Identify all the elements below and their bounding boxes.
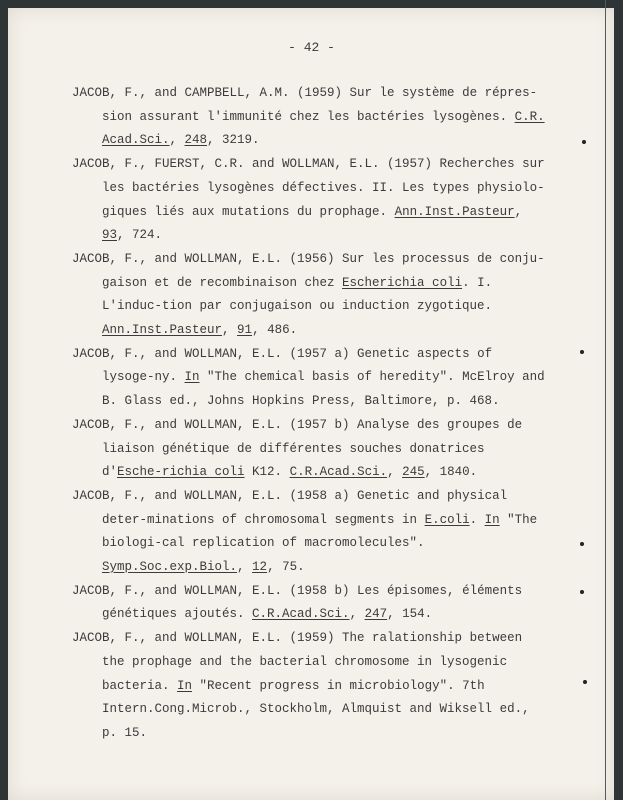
underlined-citation-text: In <box>484 512 500 527</box>
citation-text: , 1840. <box>424 465 478 480</box>
citation-text: K12. <box>244 465 290 480</box>
reference-list <box>72 82 552 746</box>
citation-text: JACOB, F., and WOLLMAN, E.L. (1958 a) Genetic and physical deter-minations of chromosomal segments in <box>72 488 508 527</box>
citation-text: , 75. <box>267 560 305 575</box>
citation-text: "Recent progress in microbiology". 7th Intern.Cong.Microb., Stockholm, Almquist and Wiksell ed., p. 15. <box>102 678 530 740</box>
citation-text: , <box>169 133 185 148</box>
citation-text: JACOB, F., and WOLLMAN, E.L. (1959) The ralationship between the prophage and the bacterial chromosome in lysogenic bacteria. <box>72 631 523 693</box>
reference-entry <box>72 248 552 343</box>
reference-entry <box>72 343 552 414</box>
underlined-citation-text: 248 <box>184 133 208 148</box>
underlined-citation-text: C.R.Acad.Sci. <box>289 465 388 480</box>
underlined-citation-text: E.coli <box>424 512 470 527</box>
citation-text: . <box>469 512 485 527</box>
citation-text: "The biologi-cal replication of macromolecules". <box>102 512 538 551</box>
citation-text: "The chemical basis of heredity". McElroy and B. Glass ed., Johns Hopkins Press, Baltimore, p. 468. <box>102 370 545 409</box>
page-edge <box>605 0 606 800</box>
underlined-citation-text: 245 <box>402 465 425 480</box>
reference-entry <box>72 153 552 248</box>
citation-text: , 154. <box>387 607 433 622</box>
margin-mark <box>580 350 584 354</box>
citation-text: , 486. <box>252 323 298 338</box>
margin-mark <box>583 680 587 684</box>
underlined-citation-text: Symp.Soc.exp.Biol. <box>102 560 238 575</box>
underlined-citation-text: In <box>177 678 193 693</box>
underlined-citation-text: Esche-richia coli <box>117 465 245 480</box>
citation-text: JACOB, F., FUERST, C.R. and WOLLMAN, E.L. (1957) Recherches sur les bactéries lysogènes défectives. II. Les types physiolo-giques liés aux mutations du prophage. <box>72 157 545 219</box>
underlined-citation-text: 247 <box>364 607 388 622</box>
citation-text: , <box>349 607 365 622</box>
underlined-citation-text: Ann.Inst.Pasteur <box>394 204 515 219</box>
reference-entry <box>72 580 552 627</box>
citation-text: , <box>237 560 253 575</box>
underlined-citation-text: C.R. Acad.Sci. <box>102 109 545 148</box>
margin-mark <box>582 140 586 144</box>
citation-text: JACOB, F., and WOLLMAN, E.L. (1957 b) Analyse des groupes de liaison génétique de différentes souches donatrices d' <box>72 417 523 480</box>
underlined-citation-text: Ann.Inst.Pasteur <box>102 323 223 338</box>
underlined-citation-text: 12 <box>252 560 268 575</box>
margin-mark <box>580 590 584 594</box>
margin-mark <box>580 542 584 546</box>
citation-text: , <box>222 323 238 338</box>
citation-text: JACOB, F., and WOLLMAN, E.L. (1958 b) Les épisomes, éléments génétiques ajoutés. <box>72 583 523 622</box>
reference-entry <box>72 485 552 580</box>
underlined-citation-text: 93 <box>102 228 118 243</box>
underlined-citation-text: Escherichia coli <box>342 275 463 290</box>
underlined-citation-text: C.R.Acad.Sci. <box>252 607 350 622</box>
underlined-citation-text: In <box>184 370 200 385</box>
citation-text: , 724. <box>117 228 163 243</box>
citation-text: . I. L'induc-tion par conjugaison ou induction zygotique. <box>102 275 493 314</box>
citation-text: , <box>514 204 523 219</box>
page-number: - 42 - <box>288 40 335 55</box>
citation-text: , <box>387 465 403 480</box>
citation-text: JACOB, F., and CAMPBELL, A.M. (1959) Sur le système de répres-sion assurant l'immunité chez les bactéries lysogènes. <box>72 86 538 124</box>
reference-entry <box>72 627 552 746</box>
citation-text: , 3219. <box>207 133 260 148</box>
citation-text: JACOB, F., and WOLLMAN, E.L. (1957 a) Genetic aspects of lysoge-ny. <box>72 346 493 385</box>
reference-entry <box>72 414 552 485</box>
reference-entry <box>72 82 552 153</box>
underlined-citation-text: 91 <box>237 323 253 338</box>
citation-text: JACOB, F., and WOLLMAN, E.L. (1956) Sur les processus de conju-gaison et de recombinaison chez <box>72 251 545 290</box>
